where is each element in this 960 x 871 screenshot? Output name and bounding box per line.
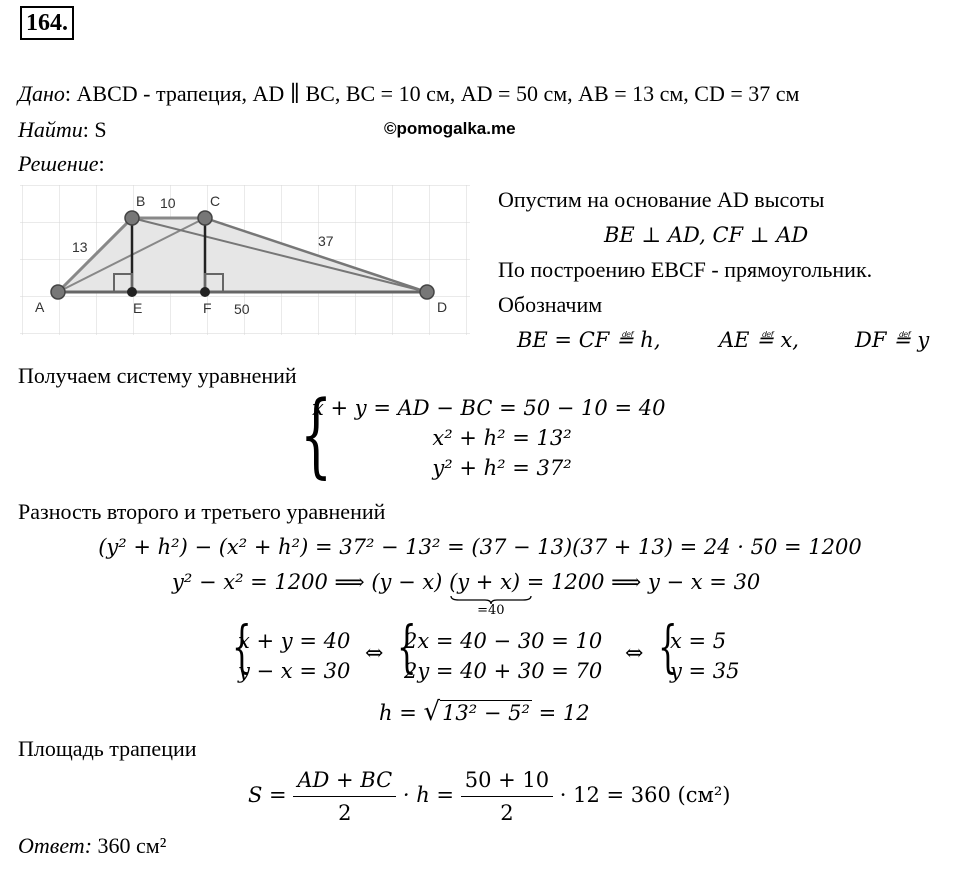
eq-h-left: h = — [379, 701, 424, 725]
sys2-brace-b: { — [397, 615, 417, 680]
right-line-1: Опустим на основание AD высоты — [498, 187, 825, 212]
system-brace: { — [300, 381, 333, 488]
watermark: ©pomogalka.me — [384, 119, 516, 138]
solution-label: Решение — [18, 151, 99, 176]
right-line-3: По построению EBCF - прямоугольник. — [498, 257, 873, 282]
def-y: DF ≝ y — [855, 328, 930, 352]
area-mid: · h = — [402, 783, 461, 807]
label-37: 37 — [318, 233, 334, 249]
underbrace-group — [449, 568, 521, 618]
given-line — [18, 80, 799, 108]
label-f: F — [203, 300, 212, 316]
given-text: : ABCD - трапеция, AD ∥ BC, BC = 10 см, AD = 50 см, AB = 13 см, CD = 37 см — [64, 81, 800, 106]
frac-ad-bc — [293, 764, 396, 829]
underbrace-label: =40 — [477, 603, 505, 618]
label-d: D — [437, 299, 448, 315]
find-text: : S — [82, 117, 107, 142]
label-13: 13 — [72, 239, 88, 255]
system-eq-1: x + y = AD − BC = 50 − 10 = 40 — [312, 396, 666, 420]
label-10: 10 — [160, 195, 176, 211]
answer-line — [18, 832, 166, 860]
eq-difference: (y² + h²) − (x² + h²) = 37² − 13² = (37 − 13)(37 + 13) = 24 · 50 = 1200 — [98, 535, 862, 559]
area-end: · 12 = 360 (см²) — [559, 783, 731, 807]
point-f — [200, 287, 210, 297]
iff-1: ⇔ — [365, 641, 384, 666]
system-eq-2: x² + h² = 13² — [432, 426, 572, 450]
label-50: 50 — [234, 301, 250, 317]
eq-y-minus-x-right: = 1200 ⟹ y − x = 30 — [526, 570, 761, 594]
frac-50-10-num: 50 + 10 — [461, 764, 553, 797]
trapezoid-figure — [20, 185, 470, 335]
sys2-brace-c: { — [658, 615, 678, 680]
frac-50-10 — [461, 764, 553, 829]
area-formula — [248, 764, 730, 829]
frac-ad-bc-den: 2 — [338, 801, 352, 825]
frac-ad-bc-num: AD + BC — [293, 764, 396, 797]
eq-y-plus-x: (y + x) — [449, 570, 521, 594]
eq-h-right: = 12 — [531, 701, 590, 725]
label-b: B — [136, 193, 146, 209]
def-x: AE ≝ x, — [719, 328, 799, 352]
point-a — [51, 285, 65, 299]
iff-2: ⇔ — [625, 641, 644, 666]
eq-y-minus-x-left: y² − x² = 1200 ⟹ (y − x) — [172, 570, 443, 594]
point-e — [127, 287, 137, 297]
answer-label: Ответ: — [18, 833, 93, 858]
sys2-a-1: x + y = 40 — [238, 629, 351, 653]
eq-h — [379, 698, 590, 727]
difference-intro: Разность второго и третьего уравнений — [18, 499, 386, 524]
sys2-b-2: 2y = 40 + 30 = 70 — [404, 659, 603, 683]
area-intro: Площадь трапеции — [18, 736, 197, 761]
sys2-c-1: x = 5 — [670, 629, 727, 653]
given-label: Дано — [18, 81, 65, 106]
sys2-brace-a: { — [232, 615, 252, 680]
solution-colon: : — [98, 151, 105, 176]
right-line-2: BE ⊥ AD, CF ⊥ AD — [604, 223, 809, 247]
eq-h-radicand: 13² − 5² — [442, 701, 530, 725]
point-c — [198, 211, 212, 225]
eq-y-minus-x — [172, 568, 761, 618]
point-d — [420, 285, 434, 299]
answer-text: 360 см² — [92, 833, 167, 858]
system-intro: Получаем систему уравнений — [18, 363, 297, 388]
label-c: C — [210, 193, 221, 209]
system-eq-3: y² + h² = 37² — [432, 456, 572, 480]
solution-line — [18, 150, 105, 178]
find-label: Найти — [18, 117, 83, 142]
find-line — [18, 116, 107, 144]
problem-number: 164. — [20, 6, 74, 40]
sys2-c-2: y = 35 — [670, 659, 740, 683]
sys2-b-1: 2x = 40 − 30 = 10 — [404, 629, 603, 653]
def-h: BE = CF ≝ h, — [517, 328, 661, 352]
label-e: E — [133, 300, 143, 316]
point-b — [125, 211, 139, 225]
right-line-4: Обозначим — [498, 292, 603, 317]
label-a: A — [35, 299, 45, 315]
system-2 — [232, 615, 772, 688]
sqrt-sign: √ — [423, 697, 441, 727]
frac-50-10-den: 2 — [500, 801, 514, 825]
area-s: S = — [248, 783, 294, 807]
sys2-a-2: y − x = 30 — [238, 659, 351, 683]
